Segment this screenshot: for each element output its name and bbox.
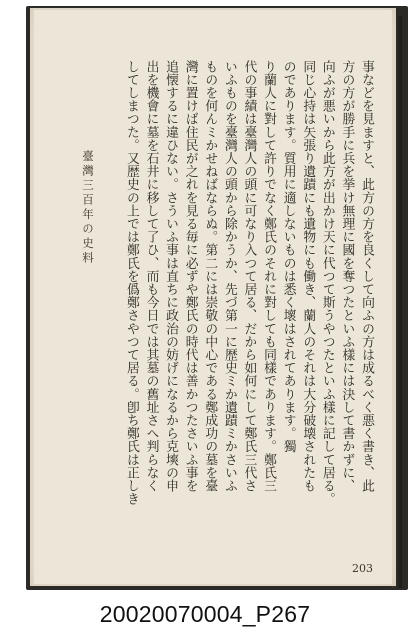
text-column: 向ふが悪いから此方が出かけ天に代つて斯うやつたといふ樣に記して居る。 xyxy=(319,60,335,506)
text-column: いふものを臺灣人の頭から除かうか、先づ第一に歴史ミか遺蹟ミかさいふ xyxy=(221,60,237,493)
page-surface xyxy=(34,10,392,584)
text-column: 事などを見ますと、此方の方を良くして向ふの方は成るべく悪く書き、此 xyxy=(359,60,374,493)
page-number: 203 xyxy=(352,562,373,575)
text-column: 代の事績は臺灣人の頭に可なり入つて居る、だから如何にして鄭氏三代さ xyxy=(241,60,257,493)
text-column: 灣に置けば住民が之れを見る毎に必ずや鄭氏の時代は善かつたさいふ事を xyxy=(182,60,198,493)
text-column: 方の方が勝手に兵を挙け無理に國を奪つたといふ樣には決して書かずに、 xyxy=(339,60,355,493)
text-column: 出を機會に墓を石井に移して了ひ、而も今日では其墓の舊址さへ判らなく xyxy=(143,60,159,493)
body-text xyxy=(112,60,376,560)
text-column: のであります。質用に適しないものは悉く壞はされてあります。獨 xyxy=(280,60,296,453)
running-head: 臺灣三百年の史料 xyxy=(81,150,95,266)
text-column: 追懐するに違ひない。さういふ事は直ちに政治の妨げになるから克塽の申 xyxy=(163,60,179,493)
book-page xyxy=(30,8,396,586)
image-caption: 20020070004_P267 xyxy=(99,601,311,627)
text-column: ものを何んミかせねばならぬ。第二には崇敬の中心である鄭成功の墓を臺 xyxy=(202,60,218,493)
text-column: 同じ心持は矢張り遺蹟にも遺物にも働き、蘭人のそれは大分破壊されたも xyxy=(300,60,316,493)
text-column: してしまつた。又歴史の上では鄭氏を僞鄭さやつて居る。卽ち鄭氏は正しき xyxy=(123,60,139,506)
text-column: り蘭人に對して許りでなく鄭氏のそれに對しても同樣であります。鄭氏三 xyxy=(261,60,277,493)
